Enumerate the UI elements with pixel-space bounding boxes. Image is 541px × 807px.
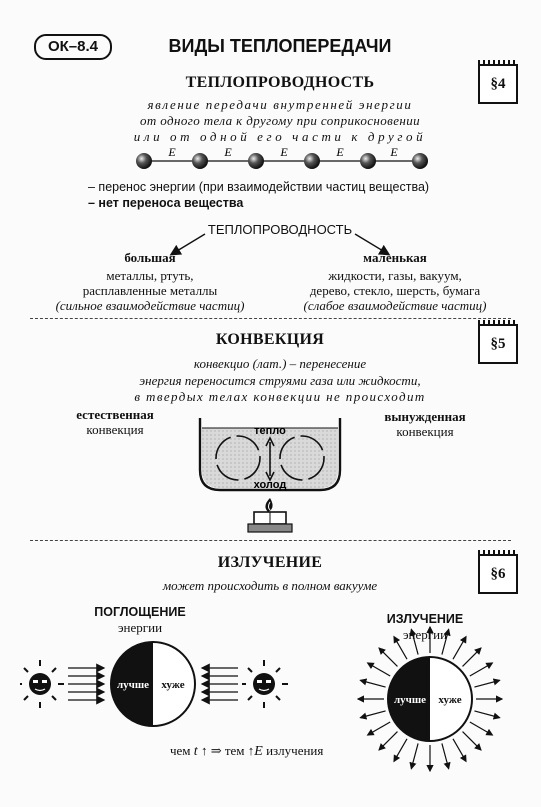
emission-ray [368,663,391,676]
conduction-definition-1: явление передачи внутренней энергии [147,97,413,112]
conduction-definition-2: от одного тела к другому при соприкосновении [139,113,421,128]
emission-ray [442,743,449,768]
energy-label: E [336,146,344,159]
paragraph-ref-4: §4 [478,64,518,104]
convection-line-1: энергия переносится струями газа или жидкости, [139,373,421,388]
section-title-convection: КОНВЕКЦИЯ [215,331,325,348]
emission-subtitle: энергии [402,627,448,642]
convection-vessel-diagram [190,410,350,540]
radiation-subtitle: может происходить в полном вакууме [162,578,378,593]
incoming-rays-left [68,668,104,700]
card-badge: ОК–8.4 [34,34,112,60]
particle-1 [136,153,152,169]
formula-prefix: чем [170,743,191,758]
absorption-diagram [20,636,290,736]
conduction-small-note: (слабое взаимодействие частиц) [303,298,487,313]
up-arrow-icon: ↑ [200,743,208,758]
worse-label: хуже [438,694,462,706]
cold-label: холод [253,479,287,491]
emission-ray [442,629,449,654]
energy-label: E [390,146,398,159]
conduction-large-line-2: расплавленные металлы [82,283,218,298]
conduction-large-title: большая [124,250,176,265]
conduction-small-line-2: дерево, стекло, шерсть, бумага [309,283,481,298]
emission-ray [474,711,499,718]
emission-ray [474,680,499,687]
energy-label: E [224,146,232,159]
sun-right-icon [242,660,288,708]
section-divider [30,540,511,541]
emission-ray [411,743,418,768]
particle-2 [192,153,208,169]
emission-ray [463,648,481,666]
conduction-bullet-1: – перенос энергии (при взаимодействии частиц вещества) [88,180,430,194]
emission-title: ИЗЛУЧЕНИЕ [386,612,464,626]
conduction-bullet-2: – нет переноса вещества [88,196,244,210]
particle-5 [360,153,376,169]
conduction-small-line-1: жидкости, газы, вакуум, [328,268,462,283]
conduction-definition-3: или от одной его части к другой [133,129,427,144]
energy-label: E [280,146,288,159]
emitting-body [388,657,472,741]
particle-6 [412,153,428,169]
section-title-conduction: ТЕПЛОПРОВОДНОСТЬ [185,74,375,91]
emission-ray [463,732,481,750]
emission-ray [453,739,466,762]
emission-ray [360,680,385,687]
formula-middle: ⇒ тем [210,743,245,758]
energy-label: E [168,146,176,159]
forced-convection-label-1: вынужденная [384,409,466,424]
forced-convection-label-2: конвекция [396,424,454,439]
convection-origin: конвекцио (лат.) – перенесение [193,356,367,371]
natural-convection-label-2: конвекция [86,422,144,437]
emission-ray [394,637,407,660]
paragraph-ref-5: §5 [478,324,518,364]
sun-left-icon [20,660,64,708]
conduction-split-title: ТЕПЛОПРОВОДНОСТЬ [207,222,353,237]
emission-ray [453,637,466,660]
conduction-large-line-1: металлы, ртуть, [106,268,194,283]
natural-convection-label-1: естественная [76,407,154,422]
incoming-rays-right [202,668,238,700]
particle-4 [304,153,320,169]
absorption-subtitle: энергии [117,620,163,635]
radiation-formula [170,743,410,760]
emission-ray [411,629,418,654]
emission-ray [470,722,493,735]
particle-3 [248,153,264,169]
page-title: ВИДЫ ТЕПЛОПЕРЕДАЧИ [168,36,392,56]
better-label: лучше [116,679,150,691]
emission-ray [360,711,385,718]
emission-ray [379,648,397,666]
conduction-small-title: маленькая [363,250,427,265]
hot-label: тепло [254,425,286,437]
better-label: лучше [393,694,427,706]
burner-icon [248,498,292,532]
conduction-large-note: (сильное взаимодействие частиц) [55,298,245,313]
absorbing-body [111,642,195,726]
up-arrow-icon: ↑ [247,743,255,758]
section-divider [30,318,511,319]
emission-ray [368,722,391,735]
formula-suffix: излучения [266,743,324,758]
emission-ray [470,663,493,676]
absorption-title: ПОГЛОЩЕНИЕ [94,605,186,619]
section-title-radiation: ИЗЛУЧЕНИЕ [217,554,323,571]
formula-temperature: t [193,744,198,759]
formula-energy: E [254,744,263,759]
worse-label: хуже [161,679,185,691]
paragraph-ref-6: §6 [478,554,518,594]
particle-chain-diagram [130,146,430,174]
convection-line-2: в твердых телах конвекции не происходит [134,389,426,404]
